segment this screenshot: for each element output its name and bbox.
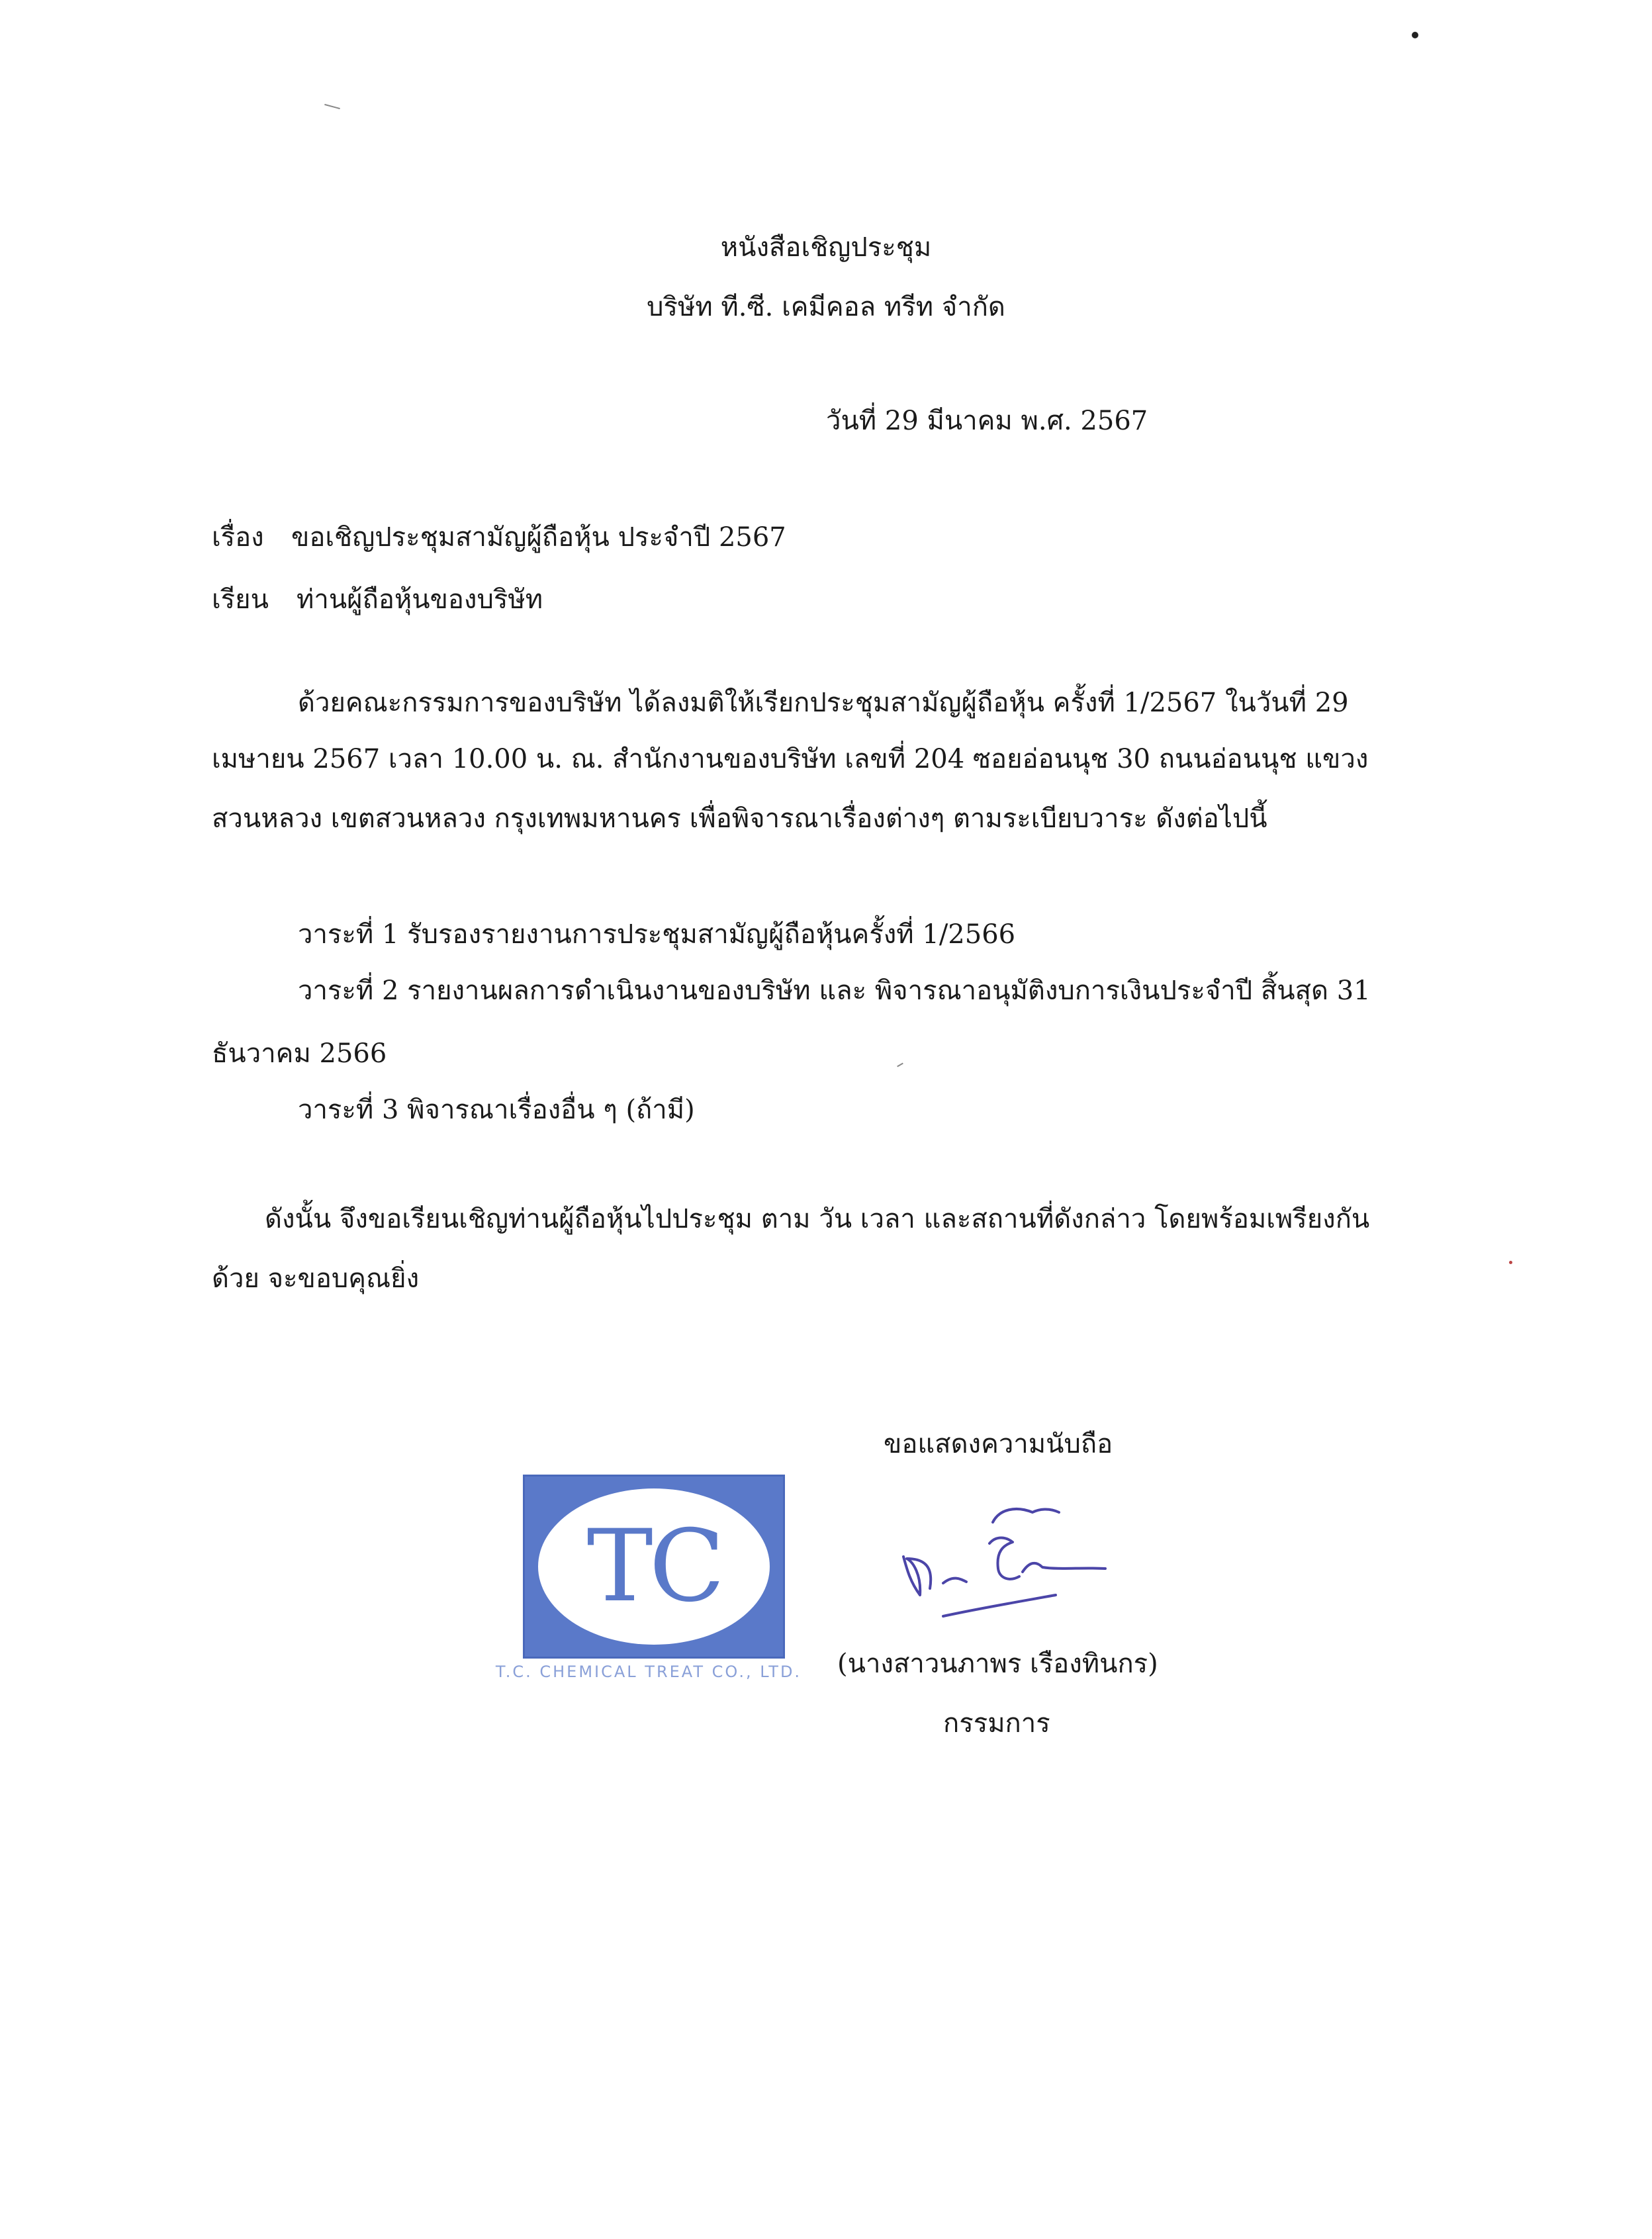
regards-text: ขอแสดงความนับถือ xyxy=(884,1429,1113,1459)
scan-speck xyxy=(1412,32,1418,38)
stamp-caption: T.C. CHEMICAL TREAT CO., LTD. xyxy=(495,1663,802,1681)
stamp-logo-text: TC xyxy=(586,1509,721,1624)
scan-speck xyxy=(1509,1261,1512,1264)
agenda-item-1: วาระที่ 1 รับรองรายงานการประชุมสามัญผู้ถือหุ้นครั้งที่ 1/2566 xyxy=(298,919,1016,950)
letter-date: วันที่ 29 มีนาคม พ.ศ. 2567 xyxy=(826,406,1148,436)
signature xyxy=(880,1496,1132,1628)
agenda-item-2: วาระที่ 2 รายงานผลการดำเนินงานของบริษัท และ พิจารณาอนุมัติงบการเงินประจำปี สิ้นสุด 31 xyxy=(298,976,1371,1006)
company-name: บริษัท ที.ซี. เคมีคอล ทรีท จำกัด xyxy=(647,292,1005,322)
body-line-2: เมษายน 2567 เวลา 10.00 น. ณ. สำนักงานของบริษัท เลขที่ 204 ซอยอ่อนนุช 30 ถนนอ่อนนุช แขวง xyxy=(212,744,1369,774)
signer-name: (นางสาวนภาพร เรืองทินกร) xyxy=(837,1649,1158,1679)
agenda-item-3: วาระที่ 3 พิจารณาเรื่องอื่น ๆ (ถ้ามี) xyxy=(298,1095,695,1125)
stamp-oval xyxy=(538,1488,770,1645)
body-line-1: ด้วยคณะกรรมการของบริษัท ได้ลงมติให้เรียกประชุมสามัญผู้ถือหุ้น ครั้งที่ 1/2567 ในวันที่ 29 xyxy=(298,688,1349,718)
company-stamp-logo xyxy=(523,1475,785,1659)
closing-line-2: ด้วย จะขอบคุณยิ่ง xyxy=(212,1263,420,1294)
to-text: ท่านผู้ถือหุ้นของบริษัท xyxy=(297,584,543,615)
signer-title: กรรมการ xyxy=(943,1708,1050,1739)
scan-speck xyxy=(897,1063,903,1068)
subject-label: เรื่อง xyxy=(212,522,264,553)
closing-line-1: ดังนั้น จึงขอเรียนเชิญท่านผู้ถือหุ้นไปประชุม ตาม วัน เวลา และสถานที่ดังกล่าว โดยพร้อมเพรียงกัน xyxy=(265,1204,1370,1234)
letter-title: หนังสือเชิญประชุม xyxy=(720,232,932,263)
scan-speck xyxy=(324,104,340,109)
body-line-3: สวนหลวง เขตสวนหลวง กรุงเทพมหานคร เพื่อพิจารณาเรื่องต่างๆ ตามระเบียบวาระ ดังต่อไปนี้ xyxy=(212,803,1267,834)
agenda-item-2-cont: ธันวาคม 2566 xyxy=(212,1038,387,1069)
to-label: เรียน xyxy=(212,584,269,615)
subject-text: ขอเชิญประชุมสามัญผู้ถือหุ้น ประจำปี 2567 xyxy=(291,522,786,553)
